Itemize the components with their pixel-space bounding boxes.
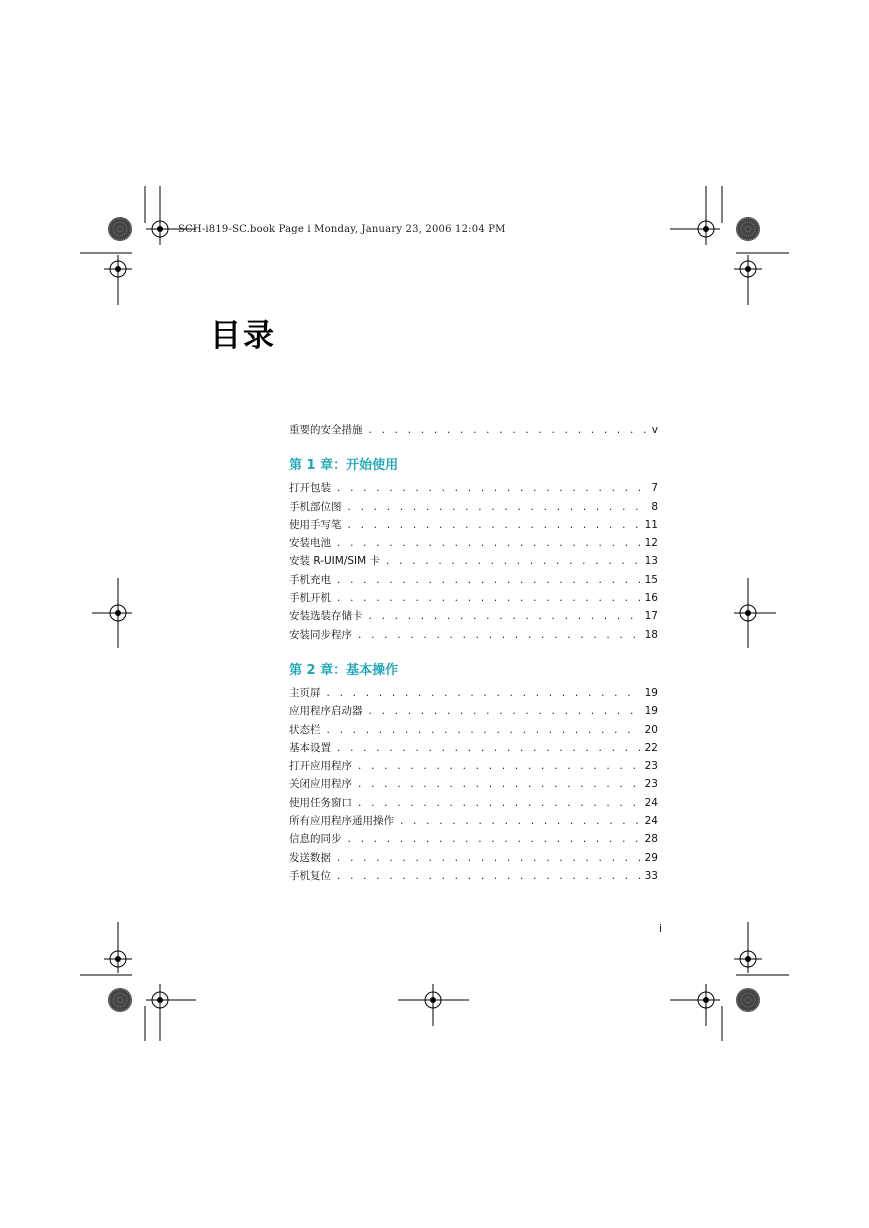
toc-entry-label: 状态栏 — [289, 723, 321, 736]
starburst-target-icon — [736, 988, 760, 1012]
dot-leader — [337, 571, 641, 589]
toc-entry-label: 应用程序启动器 — [289, 705, 363, 718]
toc-entry[interactable] — [289, 421, 658, 439]
toc-entry[interactable] — [289, 721, 658, 739]
dot-leader — [348, 830, 641, 848]
toc-entry-page: 20 — [644, 723, 658, 736]
toc-entry-page: 33 — [644, 869, 658, 882]
chapter-heading[interactable]: 第 1 章：开始使用 — [289, 458, 399, 474]
toc-entry-page: 17 — [644, 610, 658, 623]
toc-entry-page: 18 — [644, 628, 658, 641]
dot-leader — [337, 739, 641, 757]
toc-entry[interactable] — [289, 867, 658, 885]
toc-entry-page: 28 — [644, 833, 658, 846]
dot-leader — [358, 757, 641, 775]
toc-entry[interactable] — [289, 626, 658, 644]
page-title: 目录 — [210, 318, 276, 354]
dot-leader — [369, 702, 641, 720]
dot-leader — [348, 516, 641, 534]
toc-entry[interactable] — [289, 739, 658, 757]
toc-entry[interactable] — [289, 812, 658, 830]
dot-leader — [337, 849, 641, 867]
toc-entry-label: 使用任务窗口 — [289, 796, 352, 809]
chapter-2-entries — [289, 684, 658, 885]
dot-leader — [337, 867, 641, 885]
dot-leader — [369, 421, 648, 439]
toc-entry-page: 24 — [644, 815, 658, 828]
toc-entry-page: 13 — [644, 555, 658, 568]
toc-entry[interactable] — [289, 607, 658, 625]
toc-entry[interactable] — [289, 794, 658, 812]
dot-leader — [327, 684, 641, 702]
toc-entry-label: 手机复位 — [289, 869, 331, 882]
toc-entry-page: 12 — [644, 537, 658, 550]
toc-entry-label: 打开应用程序 — [289, 760, 352, 773]
dot-leader — [400, 812, 641, 830]
toc-entry-page: 23 — [644, 760, 658, 773]
toc-entry-label: 安装选装存储卡 — [289, 610, 363, 623]
toc-entry-label: 关闭应用程序 — [289, 778, 352, 791]
toc-entry[interactable] — [289, 757, 658, 775]
toc-entry[interactable] — [289, 552, 658, 570]
toc-entry-label: 手机部位图 — [289, 500, 342, 513]
toc-entry-page: 23 — [644, 778, 658, 791]
dot-leader — [358, 775, 641, 793]
toc-entry-page: 15 — [644, 573, 658, 586]
chapter-1-entries — [289, 479, 658, 644]
toc-entry-label: 主页屏 — [289, 686, 321, 699]
toc-entry-label: 安装同步程序 — [289, 628, 352, 641]
toc-entry-label: 安装 R-UIM/SIM 卡 — [289, 555, 381, 568]
dot-leader — [337, 479, 647, 497]
toc-entry-label: 所有应用程序通用操作 — [289, 815, 394, 828]
toc-entry[interactable] — [289, 571, 658, 589]
toc-entry-page: 11 — [644, 518, 658, 531]
toc-entry[interactable] — [289, 479, 658, 497]
dot-leader — [348, 498, 648, 516]
toc-entry[interactable] — [289, 498, 658, 516]
chapter-heading[interactable]: 第 2 章：基本操作 — [289, 662, 399, 678]
starburst-target-icon — [736, 217, 760, 241]
dot-leader — [337, 534, 641, 552]
toc-entry-page: 16 — [644, 592, 658, 605]
toc-entry-page: 24 — [644, 796, 658, 809]
page-number: i — [659, 922, 663, 935]
toc-entry-label: 手机开机 — [289, 592, 331, 605]
toc-entry-page: v — [651, 424, 658, 436]
dot-leader — [327, 721, 641, 739]
toc-entry-label: 发送数据 — [289, 851, 331, 864]
dot-leader — [337, 589, 641, 607]
toc-entry[interactable] — [289, 830, 658, 848]
table-of-contents — [289, 421, 658, 885]
toc-entry[interactable] — [289, 702, 658, 720]
toc-entry-label: 手机充电 — [289, 573, 331, 586]
toc-entry-page: 19 — [644, 705, 658, 718]
toc-entry[interactable] — [289, 775, 658, 793]
toc-entry-page: 19 — [644, 686, 658, 699]
toc-entry[interactable] — [289, 849, 658, 867]
toc-entry-label: 重要的安全措施 — [289, 424, 363, 436]
toc-entry-label: 打开包装 — [289, 482, 331, 495]
dot-leader — [386, 552, 641, 570]
toc-entry[interactable] — [289, 534, 658, 552]
toc-entry-label: 使用手写笔 — [289, 518, 342, 531]
toc-entry-label: 信息的同步 — [289, 833, 342, 846]
dot-leader — [358, 794, 641, 812]
dot-leader — [369, 607, 641, 625]
starburst-target-icon — [108, 988, 132, 1012]
toc-entry-page: 22 — [644, 741, 658, 754]
toc-entry[interactable] — [289, 684, 658, 702]
starburst-target-icon — [108, 217, 132, 241]
toc-entry[interactable] — [289, 589, 658, 607]
toc-entry-page: 7 — [651, 482, 658, 495]
print-slug: SCH-i819-SC.book Page i Monday, January 23, 2006 12:04 PM — [178, 224, 506, 235]
toc-entry-page: 29 — [644, 851, 658, 864]
toc-entry-page: 8 — [651, 500, 658, 513]
toc-entry[interactable] — [289, 516, 658, 534]
dot-leader — [358, 626, 641, 644]
toc-entry-label: 基本设置 — [289, 741, 331, 754]
toc-entry-label: 安装电池 — [289, 537, 331, 550]
